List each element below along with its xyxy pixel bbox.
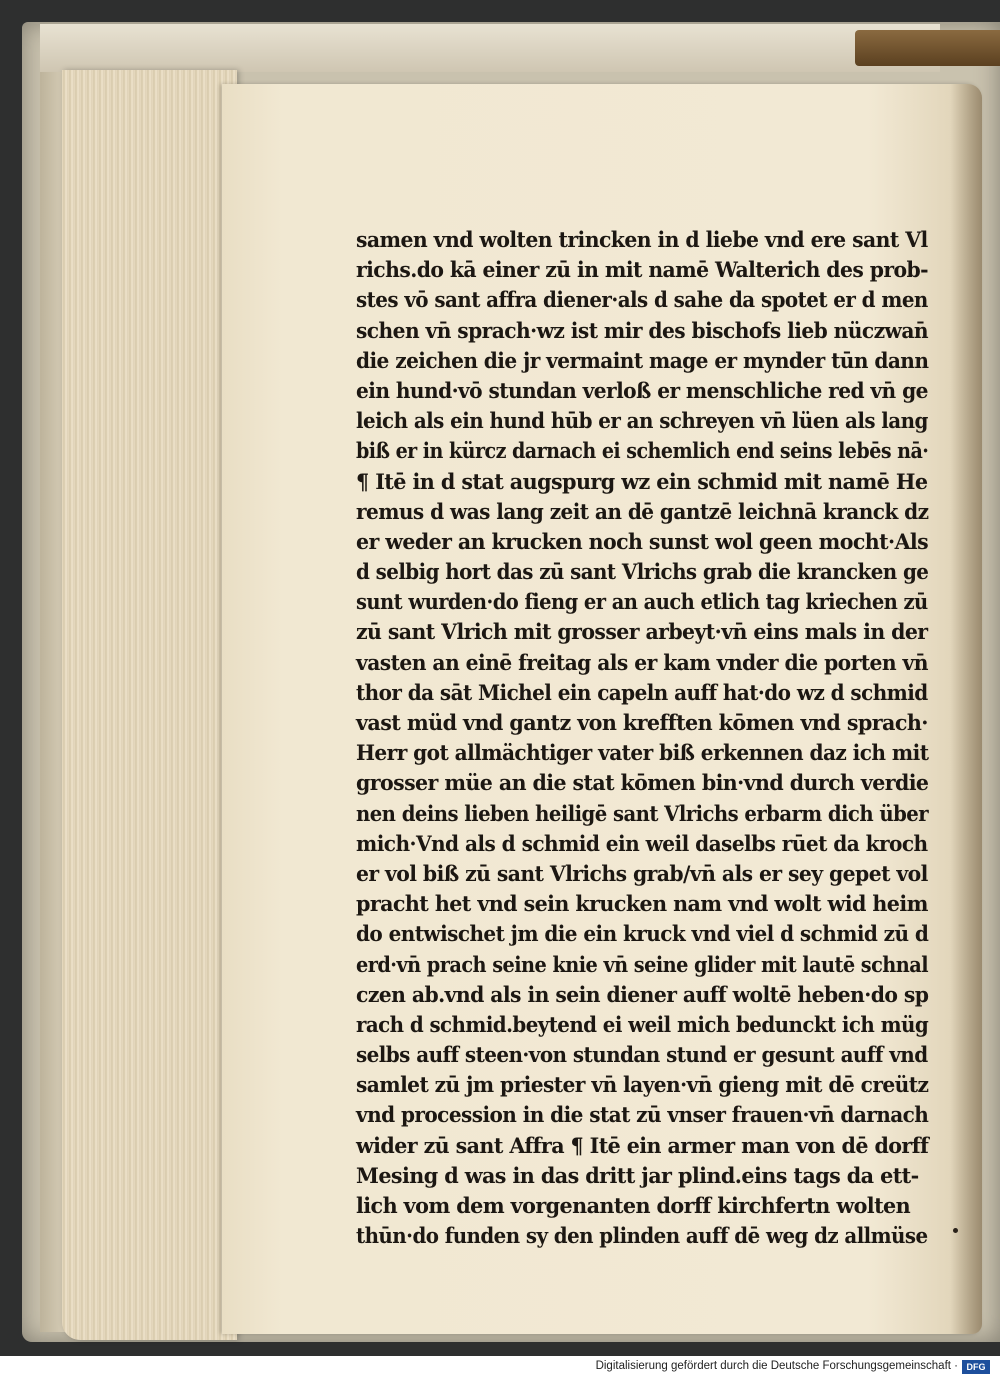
- text-line: pracht het vnd sein krucken nam vnd wolt wid heim: [356, 891, 928, 917]
- text-line: d selbig hort das zū sant Vlrichs grab die krancken ge: [356, 559, 929, 585]
- text-line: mich·Vnd als d schmid ein weil daselbs rūet da kroch: [356, 830, 928, 856]
- text-line: die zeichen die jr vermaint mage er mynder tūn dann: [356, 347, 929, 373]
- text-line: biß er in kürcz darnach ei schemlich end seins lebēs nā·: [356, 438, 929, 464]
- dfg-logo: DFG: [962, 1360, 990, 1374]
- text-line: ¶ Itē in d stat augspurg wz ein schmid mit namē He: [356, 468, 928, 494]
- text-line: czen ab.vnd als in sein diener auff woltē heben·do sp: [356, 981, 929, 1007]
- text-line: stes vō sant affra diener·als d sahe da spotet er d men: [356, 287, 928, 313]
- text-line: vast müd vnd gantz von krefften kōmen vnd sprach·: [356, 710, 928, 735]
- page-mark: [953, 1228, 958, 1233]
- text-line: schen vn̄ sprach·wz ist mir des bischofs lieb nüczwan̄: [356, 317, 929, 343]
- text-line: do entwischet jm die ein kruck vnd viel d schmid zū d: [356, 921, 929, 947]
- funding-credit: Digitalisierung gefördert durch die Deutsche Forschungsgemeinschaft ·: [595, 1360, 958, 1372]
- text-line: ein hund·vō stundan verloß er menschliche red vn̄ ge: [356, 377, 928, 403]
- book-top-edge: [40, 24, 940, 72]
- footer-bar: [0, 1356, 1000, 1378]
- text-line: vnd procession in die stat zū vnser frauen·vn̄ darnach: [356, 1102, 929, 1128]
- text-line: nen deins lieben heiligē sant Vlrichs erbarm dich über: [356, 800, 929, 826]
- page-gutter-shadow: [950, 84, 982, 1334]
- text-line: Mesing d was in das dritt jar plind.eins tags da ett‑: [356, 1162, 919, 1188]
- text-line: samen vnd wolten trincken in d liebe vnd ere sant Vl: [356, 227, 928, 252]
- book-clasp: [855, 30, 1000, 66]
- text-line: er vol biß zū sant Vlrichs grab/vn̄ als er sey gepet vol: [356, 860, 928, 886]
- text-line: vasten an einē freitag als er kam vnder die porten vn̄: [356, 649, 928, 675]
- text-line: zū sant Vlrich mit grosser arbeyt·vn̄ eins mals in der: [356, 619, 928, 645]
- text-line: rach d schmid.beytend ei weil mich bedunckt ich müg: [356, 1011, 929, 1037]
- text-line: erd·vn̄ prach seine knie vn̄ seine glider mit lautē schnal: [356, 951, 928, 977]
- text-line: remus d was lang zeit an dē gantzē leichnā kranck dz: [356, 498, 929, 524]
- text-line: grosser müe an die stat kōmen bin·vnd durch verdie: [356, 770, 929, 796]
- text-line: wider zū sant Affra ¶ Itē ein armer man von dē dorff: [356, 1132, 929, 1158]
- text-line: sunt wurden·do fieng er an auch etlich tag kriechen zū: [356, 589, 928, 615]
- text-line: selbs auff steen·von stundan stund er gesunt auff vnd: [356, 1042, 928, 1068]
- text-line: richs.do kā einer zū in mit namē Walterich des prob‑: [356, 257, 929, 283]
- text-line: thūn·do funden sy den plinden auff dē weg dz allmüse: [356, 1223, 928, 1249]
- text-line: leich als ein hund hūb er an schreyen vn̄ lüen als lang: [356, 408, 928, 434]
- text-line: thor da sāt Michel ein capeln auff hat·do wz d schmid: [356, 679, 928, 705]
- text-line: lich vom dem vorgenanten dorff kirchfertn wolten: [356, 1193, 911, 1218]
- page-text-block: [356, 225, 936, 1251]
- text-line: Herr got allmächtiger vater biß erkennen daz ich mit: [356, 740, 929, 766]
- text-line: er weder an krucken noch sunst wol geen mocht·Als: [356, 528, 929, 554]
- page-block-edges: [62, 70, 237, 1340]
- text-line: samlet zū jm priester vn̄ layen·vn̄ gieng mit dē creütz: [356, 1072, 929, 1098]
